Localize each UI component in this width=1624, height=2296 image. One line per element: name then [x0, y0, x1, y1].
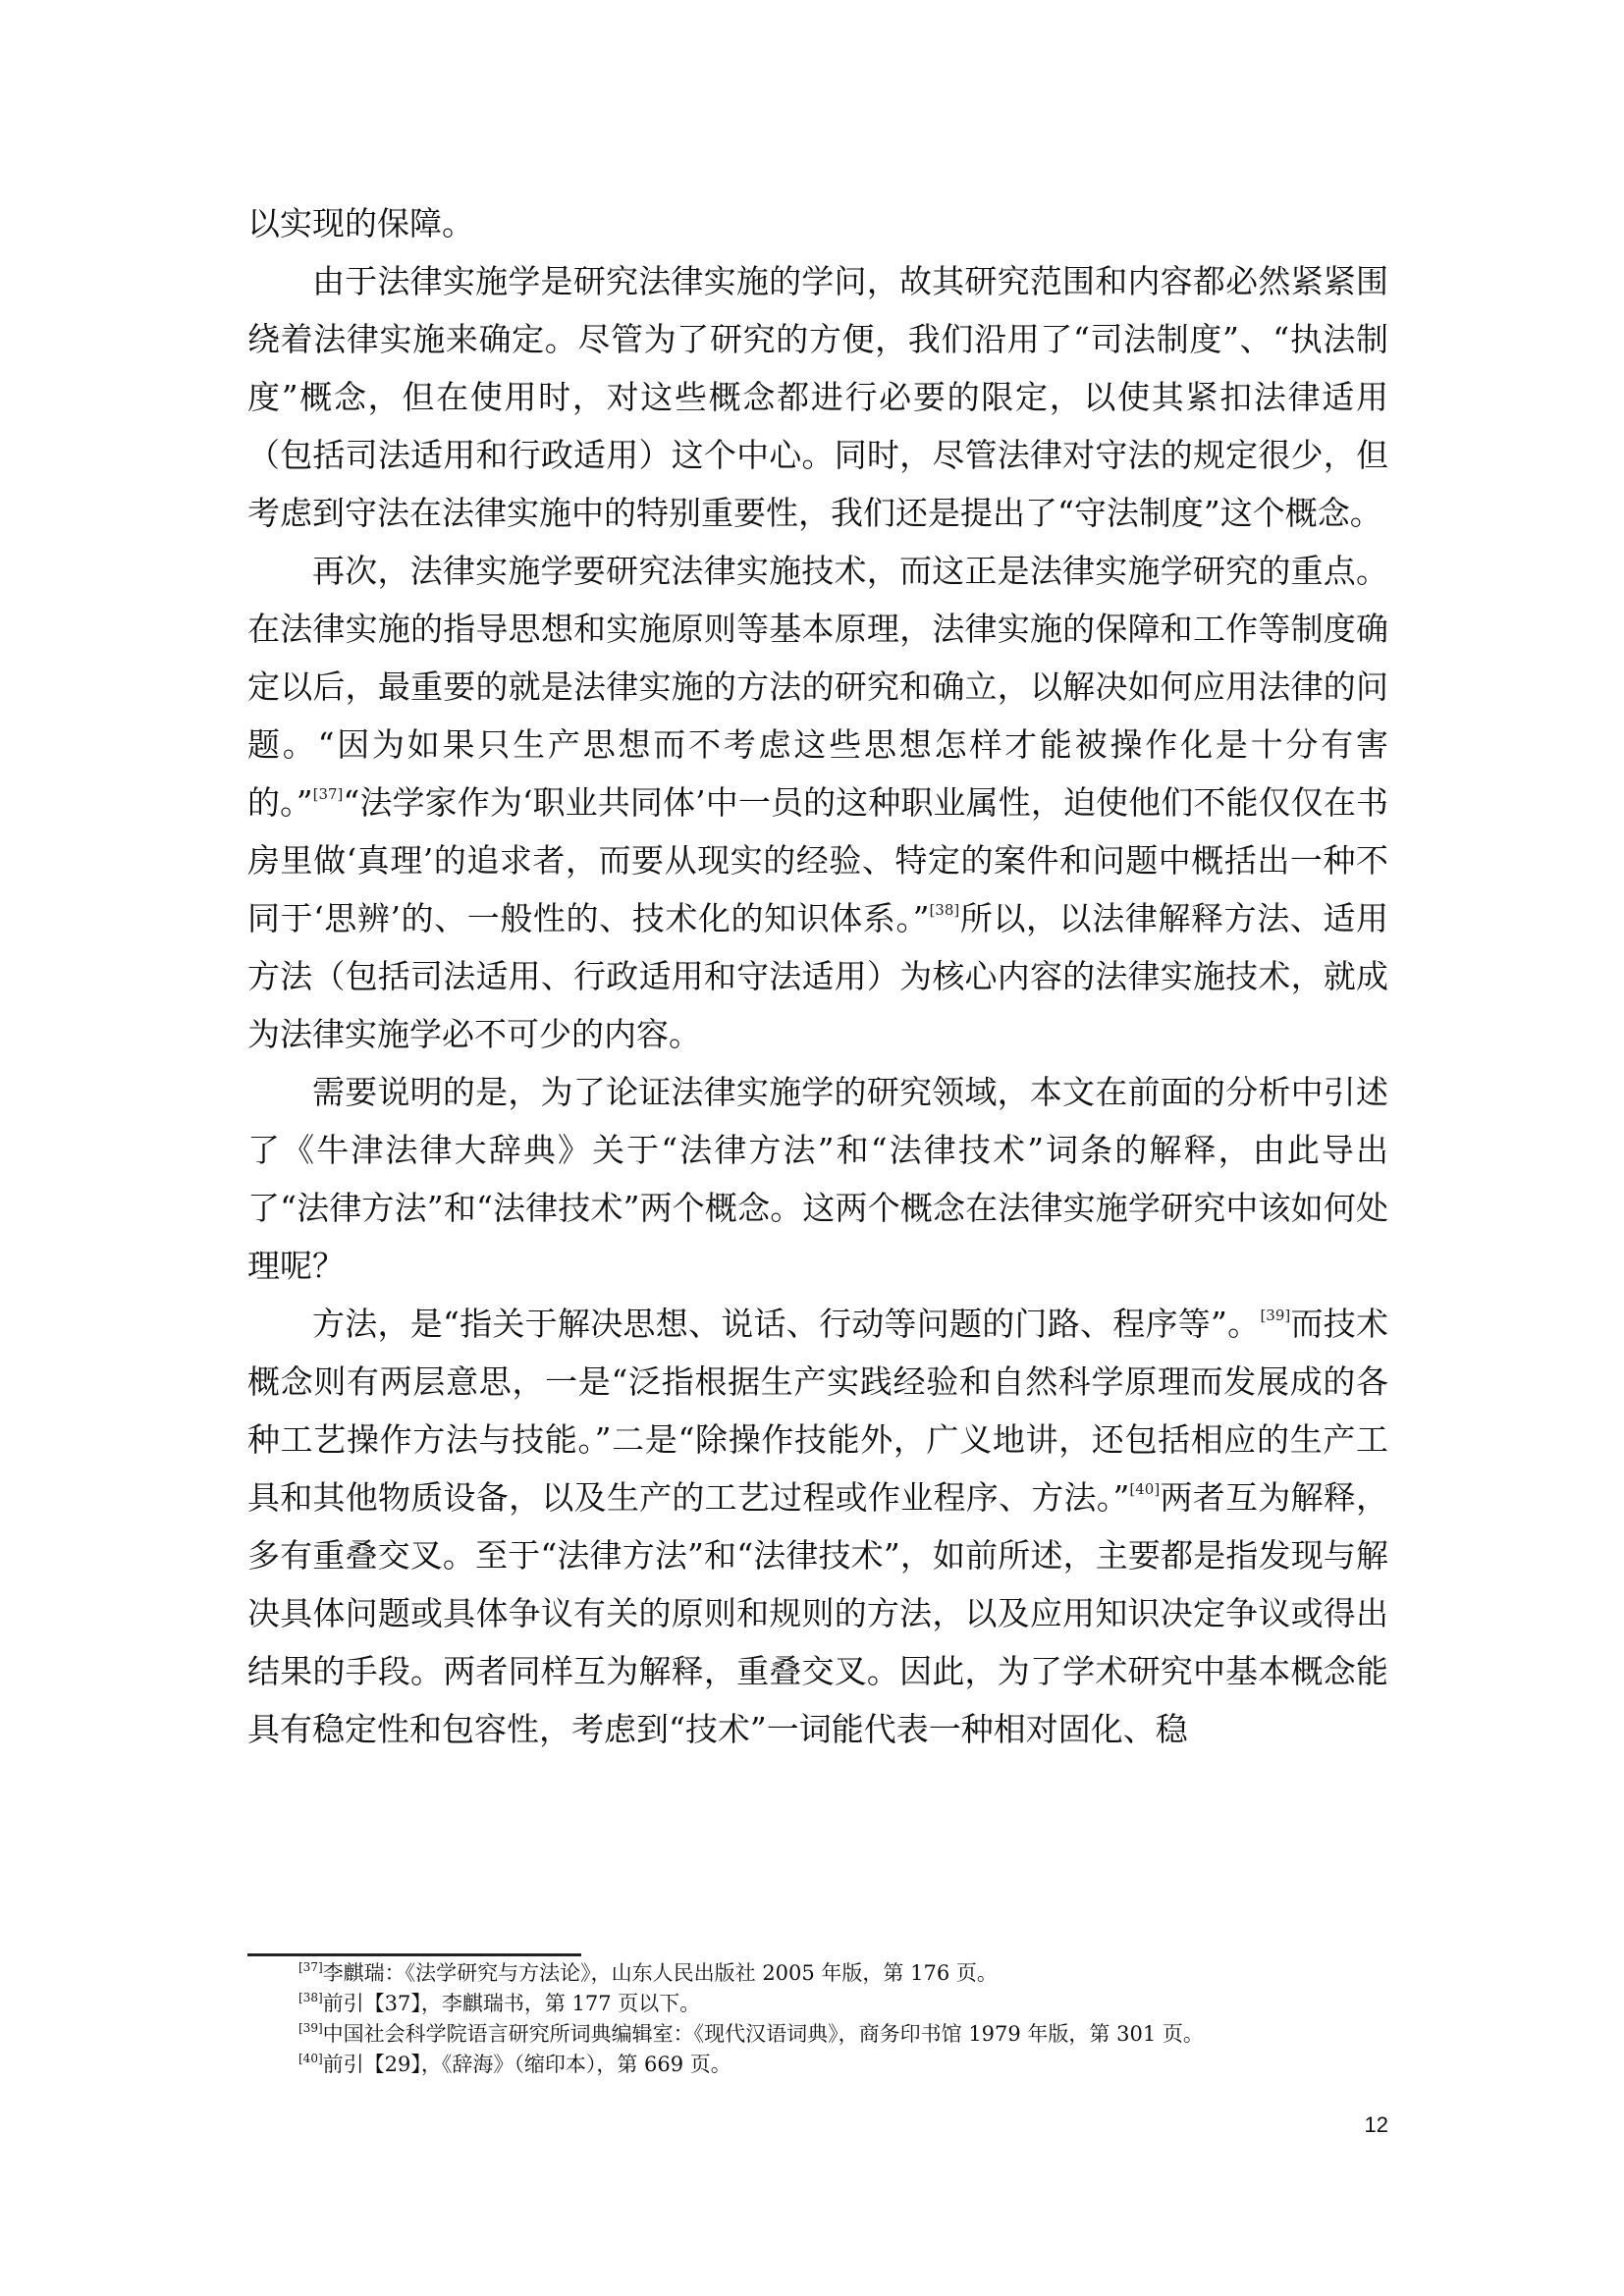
paragraph-text: 两者互为解释，多有重叠交叉。至于“法律方法”和“法律技术”，如前所述，主要都是指发现与解决具体问题或具体争议有关的原则和规则的方法，以及应用知识决定争议或得出结果的手段。两者同样互为解释，重叠交叉。因此，为了学术研究中基本概念能具有稳定性和包容性，考虑到“技术”一词能代表一种相对固化、稳: [247, 1478, 1389, 1748]
footnote-mark: [39]: [298, 2021, 323, 2035]
footnote-mark: [38]: [298, 1991, 323, 2004]
footnote-38: [298, 1989, 1388, 2019]
paragraph-text: 由于法律实施学是研究法律实施的学问，故其研究范围和内容都必然紧紧围绕着法律实施来确定。尽管为了研究的方便，我们沿用了“司法制度”、“执法制度”概念，但在使用时，对这些概念都进行必要的限定，以使其紧扣法律适用（包括司法适用和行政适用）这个中心。同时，尽管法律对守法的规定很少，但考虑到守法在法律实施中的特别重要性，我们还是提出了“守法制度”这个概念。: [247, 262, 1388, 532]
paragraph-method-definition: [247, 1295, 1388, 1758]
footnote-text: 前引【29】，《辞海》（缩印本），第 669 页。: [322, 2053, 731, 2076]
footnote-mark: [37]: [298, 1960, 323, 1974]
footnote-39: [298, 2019, 1388, 2050]
paragraph-text: 需要说明的是，为了论证法律实施学的研究领域，本文在前面的分析中引述了《牛津法律大辞典》关于“法律方法”和“法律技术”词条的解释，由此导出了“法律方法”和“法律技术”两个概念。这两个概念在法律实施学研究中该如何处理呢？: [247, 1073, 1388, 1285]
body-text: [247, 194, 1388, 1758]
footnote-40: [298, 2050, 1388, 2080]
paragraph-implementation-technique: [247, 542, 1388, 1063]
paragraph-clarification: [247, 1063, 1388, 1295]
paragraph-text: “法学家作为‘职业共同体’中一员的这种职业属性，迫使他们不能仅仅在书房里做‘真理’的追求者，而要从现实的经验、特定的案件和问题中概括出一种不同于‘思辨’的、一般性的、技术化的知识体系。”: [247, 783, 1388, 937]
footnote-ref-39[interactable]: [39]: [1260, 1307, 1291, 1324]
paragraph-text: 再次，法律实施学要研究法律实施技术，而这正是法律实施学研究的重点。在法律实施的指导思想和实施原则等基本原理，法律实施的保障和工作等制度确定以后，最重要的就是法律实施的方法的研究和确立，以解决如何应用法律的问题。“因为如果只生产思想而不考虑这些思想怎样才能被操作化是十分有害的。”: [247, 552, 1388, 822]
paragraph-text: 方法，是“指关于解决思想、说话、行动等问题的门路、程序等”。: [312, 1305, 1261, 1343]
footnote-text: 李麒瑞：《法学研究与方法论》，山东人民出版社 2005 年版，第 176 页。: [322, 1961, 998, 1985]
page-number: 12: [1364, 2112, 1388, 2137]
footnote-37: [298, 1958, 1388, 1989]
paragraph-text: 以实现的保障。: [247, 204, 474, 242]
footnote-mark: [40]: [298, 2052, 323, 2065]
footnote-ref-40[interactable]: [40]: [1129, 1480, 1161, 1498]
footnotes: [298, 1958, 1388, 2080]
footnote-text: 中国社会科学院语言研究所词典编辑室：《现代汉语词典》，商务印书馆 1979 年版，第 301 页。: [322, 2022, 1204, 2046]
footnote-ref-38[interactable]: [38]: [929, 901, 960, 919]
paragraph-text: 所以，以法律解释方法、适用方法（包括司法适用、行政适用和守法适用）为核心内容的法律实施技术，就成为法律实施学必不可少的内容。: [247, 899, 1388, 1053]
paragraph-continuation: [247, 194, 1388, 252]
footnote-ref-37[interactable]: [37]: [312, 785, 344, 803]
footnote-divider: [247, 1953, 581, 1956]
footnote-text: 前引【37】，李麒瑞书，第 177 页以下。: [322, 1992, 701, 2015]
paragraph-text: 而技术概念则有两层意思，一是“泛指根据生产实践经验和自然科学原理而发展成的各种工艺操作方法与技能。”二是“除操作技能外，广义地讲，还包括相应的生产工具和其他物质设备，以及生产的工艺过程或作业程序、方法。”: [247, 1305, 1389, 1517]
paragraph-research-scope: [247, 252, 1388, 542]
